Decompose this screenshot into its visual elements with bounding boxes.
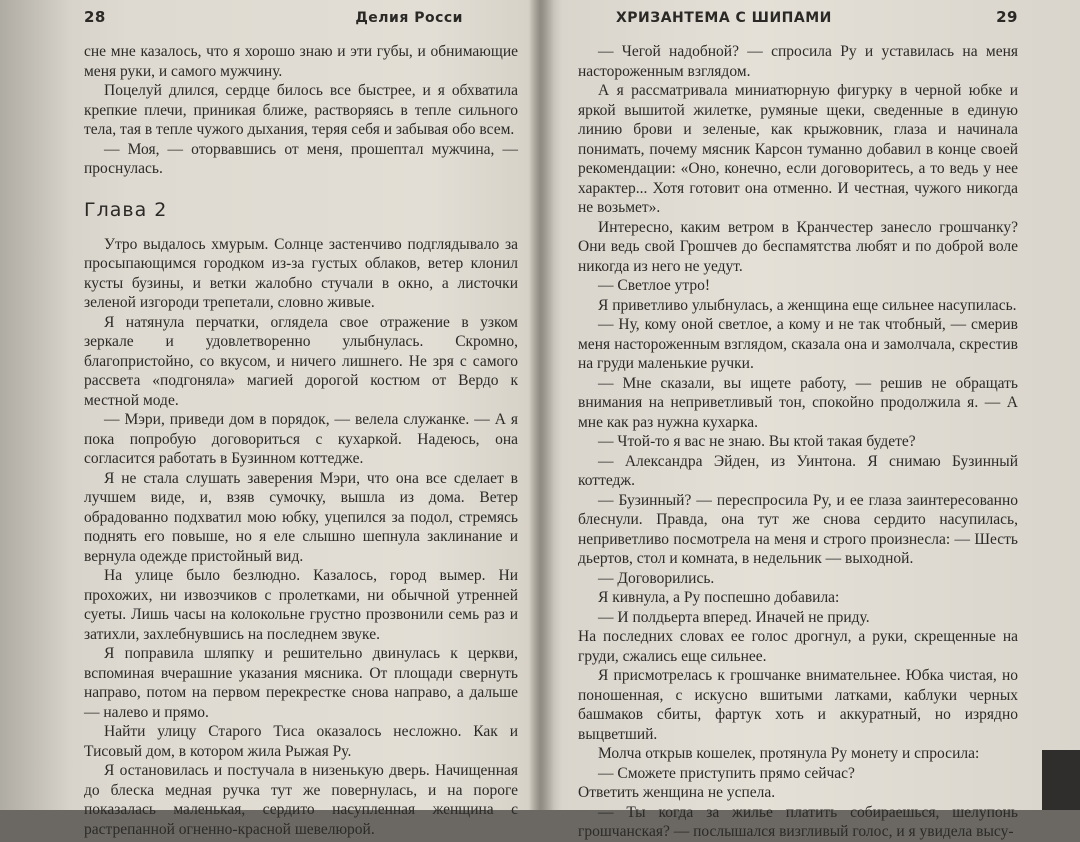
book-title: ХРИЗАНТЕМА С ШИПАМИ (616, 10, 832, 26)
paragraph: Ответить женщина не успела. (578, 784, 776, 801)
left-page-body (84, 42, 518, 839)
paragraph: — Чегой надобной? — спросила Ру и уставилась на меня настороженным взглядом. (578, 43, 1018, 80)
left-page (0, 0, 540, 838)
paragraph: Утро выдалось хмурым. Солнце застенчиво подглядывало за просыпающимся городком из-за густых облаков, ветер клонил кусты бузины, и ветки жалобно стучали в окно, а листочки зеленой изгороди трепетали, словно живые. (84, 235, 518, 311)
paragraph: Я не стала слушать заверения Мэри, что она все сделает в лучшем виде, и, взяв сумочку, вышла из дома. Ветер обрадованно подхватил мою юбку, уцепился за подол, стремясь поднять его повыше, но я еле слышно шепнула заклинание и вернула одежде пристойный вид. (84, 469, 518, 565)
paragraph: Я присмотрелась к грошчанке внимательнее. Юбка чистая, но поношенная, с искусно вшитыми латками, каблуки черных башмаков сбиты, фартук хоть и аккуратный, но изрядно выцветший. (578, 667, 1018, 743)
paragraph: — Ну, кому оной светлое, а кому и не так чтобный, — смерив меня настороженным взглядом, сказала она и замолчала, скрестив на груди маленькие ручки. (578, 316, 1018, 372)
paragraph: На улице было безлюдно. Казалось, город вымер. Ни прохожих, ни извозчиков с пролетками, ни обычной утренней суеты. Лишь часы на колокольне грустно прозвонили семь раз и затихли, захлебнувшись на последнем звуке. (84, 567, 518, 643)
paragraph: — Договорились. (598, 569, 715, 587)
paragraph: — Чтой-то я вас не знаю. Вы ктой такая будете? (598, 433, 916, 450)
paragraph: — Ты когда за жилье платить собираешься, шелупонь грошчанская? — послышался визгливый голос, и я увидела высу- (578, 803, 1018, 840)
paragraph: Я приветливо улыбнулась, а женщина еще сильнее насупилась. (598, 296, 1017, 314)
paragraph: Я кивнула, а Ру поспешно добавила: (598, 589, 840, 606)
paragraph: Я остановилась и постучала в низенькую дверь. Начищенная до блеска медная ручка тут же повернулась, и на пороге показалась маленькая, сердито насупленная женщина с растрепанной огненно-красной шевелюрой. (84, 762, 518, 838)
paragraph: — Бузинный? — переспросила Ру, и ее глаза заинтересованно блеснули. Правда, она тут же снова сердито насупилась, неприветливо посмотрела на меня и строго произнесла: — Шесть дьертов, стол и комната, в недельник — выходной. (578, 491, 1018, 567)
paragraph: Найти улицу Старого Тиса оказалось несложно. Как и Тисовый дом, в котором жила Рыжая Ру. (84, 723, 518, 760)
chapter-heading: Глава 2 (84, 198, 168, 221)
paragraph: Интересно, каким ветром в Кранчестер занесло грошчанку? Они ведь свой Грошчев до беспамятства любят и по доброй воле никогда из него не уедут. (578, 218, 1018, 275)
paragraph: — Александра Эйден, из Уинтона. Я снимаю Бузинный коттедж. (578, 452, 1018, 489)
page-number-right: 29 (996, 8, 1018, 26)
paragraph: — Моя, — оторвавшись от меня, прошептал мужчина, — проснулась. (84, 140, 518, 177)
paragraph: — Мне сказали, вы ищете работу, — решив не обращать внимания на неприветливый тон, спокойно продолжила я. — А мне как раз нужна кухарка. (578, 374, 1018, 431)
right-page (550, 0, 1080, 840)
paragraph: Я поправила шляпку и решительно двинулась к церкви, вспоминая вчерашние указания мясника. От площади свернуть направо, потом на первом перекрестке снова направо, а дальше — налево и прямо. (84, 645, 518, 721)
paragraph: Молча открыв кошелек, протянула Ру монету и спросила: (598, 745, 980, 762)
paragraph: А я рассматривала миниатюрную фигурку в черной юбке и яркой вышитой жилетке, румяные щеки, сведенные в единую линию брови и зеленые, как крыжовник, глаза и начинала понимать, почему мясник Карсон туманно добавил в конце своей рекомендации: «Оно, конечно, если договоритесь, а то ведь у нее характер... Хотя готовит она отменно. И честная, чужого никогда не возьмет». (578, 82, 1018, 216)
paragraph: — И полдьерта вперед. Иначей не приду. (598, 608, 870, 626)
page-number-left: 28 (84, 8, 106, 26)
left-running-head (84, 8, 518, 32)
paragraph: — Светлое утро! (598, 277, 711, 294)
paragraph: Поцелуй длился, сердце билось все быстрее, и я обхватила крепкие плечи, приникая ближе, растворяясь в тепле сильного тела, тая в тепле чужого дыхания, теряя себя и забывая обо всем. (84, 82, 518, 138)
paragraph: Я натянула перчатки, оглядела свое отражение в узком зеркале и удовлетворенно улыбнулась. Скромно, благопристойно, со вкусом, и ничего лишнего. Не зря с самого рассвета «подгоняла» магией дорогой костюм от Вердо к местной моде. (84, 313, 518, 409)
right-running-head (578, 8, 1018, 32)
author-name: Делия Росси (355, 10, 463, 26)
paragraph: На последних словах ее голос дрогнул, а руки, скрещенные на груди, сжались еще сильнее. (578, 628, 1018, 665)
background-object (1042, 750, 1080, 810)
right-page-body (578, 42, 1018, 842)
paragraph: — Мэри, приведи дом в порядок, — велела служанке. — А я пока попробую договориться с кухаркой. Надеюсь, она согласится работать в Бузинном коттедже. (84, 411, 518, 467)
paragraph: сне мне казалось, что я хорошо знаю и эти губы, и обнимающие меня руки, и самого мужчину. (84, 43, 518, 80)
paragraph: — Сможете приступить прямо сейчас? (598, 764, 855, 782)
